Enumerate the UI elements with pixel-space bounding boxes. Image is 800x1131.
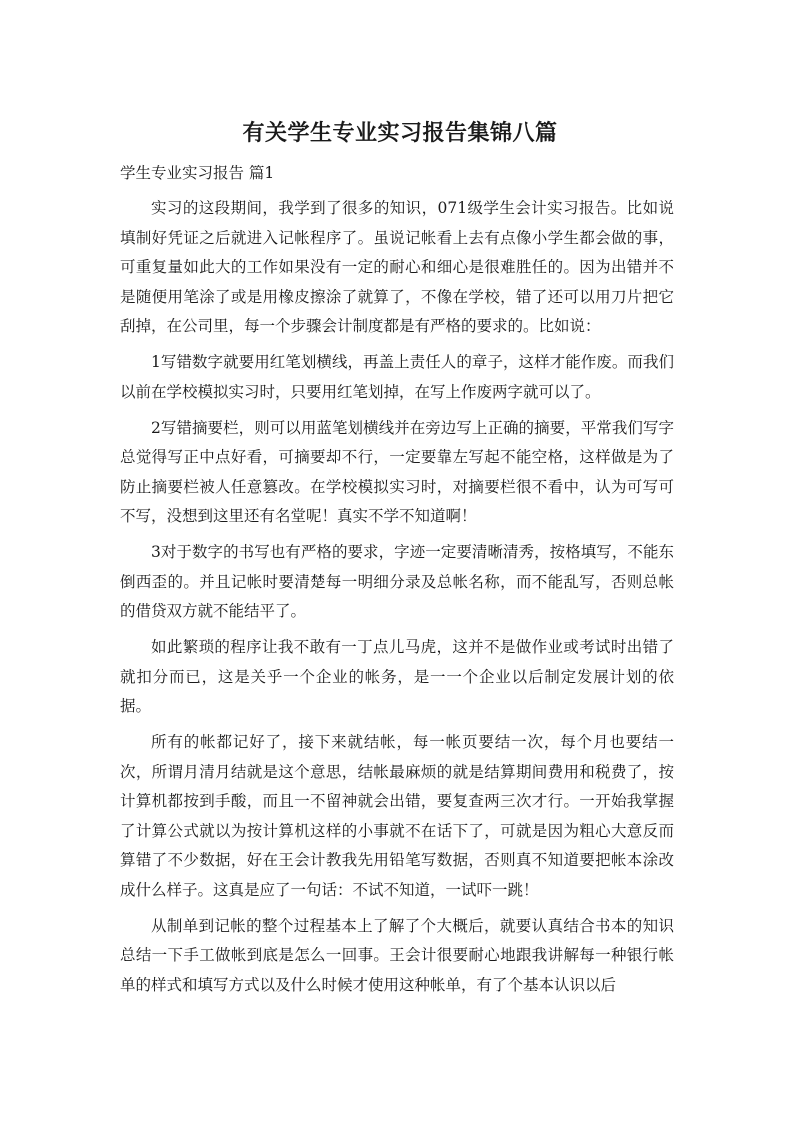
paragraph: 从制单到记帐的整个过程基本上了解了个大概后，就要认真结合书本的知识总结一下手工做帐到底是怎么一回事。王会计很要耐心地跟我讲解每一种银行帐单的样式和填写方式以及什么时候才使用这种帐单，有了个基本认识以后 bbox=[120, 916, 674, 994]
document-title: 有关学生专业实习报告集锦八篇 bbox=[242, 121, 558, 146]
paragraph: 所有的帐都记好了，接下来就结帐，每一帐页要结一次，每个月也要结一次，所谓月清月结就是这个意思，结帐最麻烦的就是结算期间费用和税费了，按计算机都按到手酸，而且一不留神就会出错，要复查两三次才行。一开始我掌握了计算公式就以为按计算机这样的小事就不在话下了，可就是因为粗心大意反而算错了不少数据，好在王会计教我先用铅笔写数据，否则真不知道要把帐本涂改成什么样子。这真是应了一句话：不试不知道，一试吓一跳！ bbox=[120, 733, 674, 899]
paragraph: 1写错数字就要用红笔划横线，再盖上责任人的章子，这样才能作废。而我们以前在学校模拟实习时，只要用红笔划掉，在写上作废两字就可以了。 bbox=[120, 353, 674, 401]
section-heading: 学生专业实习报告 篇1 bbox=[120, 164, 275, 182]
paragraph: 如此繁琐的程序让我不敢有一丁点儿马虎，这并不是做作业或考试时出错了就扣分而已，这是关乎一个企业的帐务，是一一个企业以后制定发展计划的依据。 bbox=[120, 638, 674, 715]
paragraph: 3对于数字的书写也有严格的要求，字迹一定要清晰清秀，按格填写，不能东倒西歪的。并且记帐时要清楚每一明细分录及总帐名称，而不能乱写，否则总帐的借贷双方就不能结平了。 bbox=[120, 543, 674, 620]
document-body bbox=[120, 194, 674, 1007]
paragraph: 实习的这段期间，我学到了很多的知识，071级学生会计实习报告。比如说填制好凭证之后就进入记帐程序了。虽说记帐看上去有点像小学生都会做的事，可重复量如此大的工作如果没有一定的耐心和细心是很难胜任的。因为出错并不是随便用笔涂了或是用橡皮擦涂了就算了，不像在学校，错了还可以用刀片把它刮掉，在公司里，每一个步骤会计制度都是有严格的要求的。比如说： bbox=[120, 199, 674, 335]
paragraph: 2写错摘要栏，则可以用蓝笔划横线并在旁边写上正确的摘要，平常我们写字总觉得写正中点好看，可摘要却不行，一定要靠左写起不能空格，这样做是为了防止摘要栏被人任意篡改。在学校模拟实习时，对摘要栏很不看中，认为可写可不写，没想到这里还有名堂呢！真实不学不知道啊！ bbox=[120, 418, 674, 525]
